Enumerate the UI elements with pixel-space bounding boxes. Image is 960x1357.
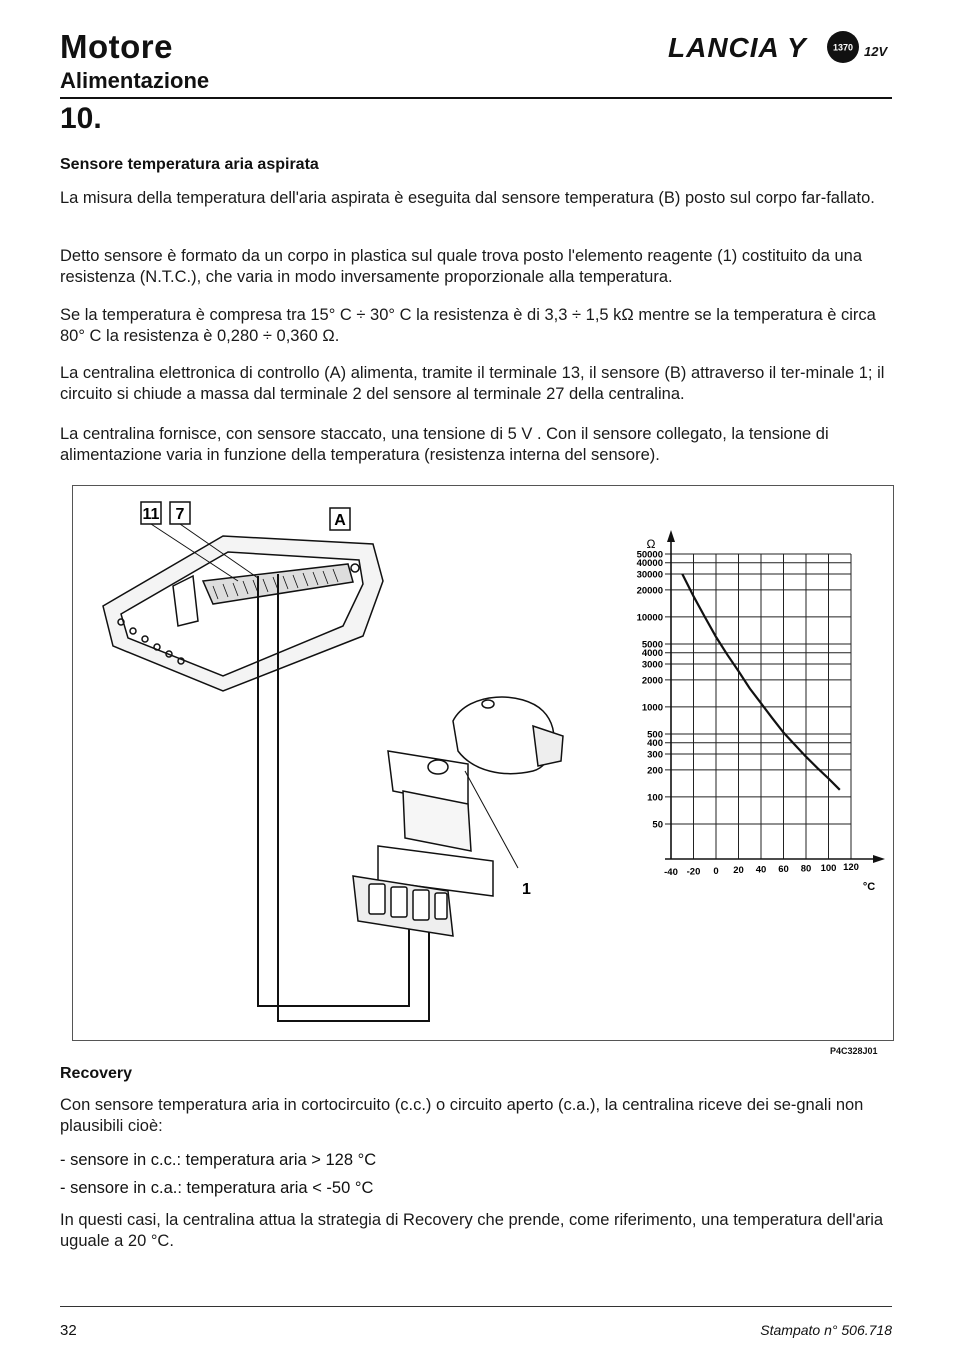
x-tick-label: 60 <box>778 864 789 875</box>
callout-a <box>330 508 350 530</box>
y-tick-label: 20000 <box>636 585 663 597</box>
y-tick-label: 50 <box>652 819 663 831</box>
air-temperature-sensor <box>353 697 563 936</box>
x-tick-label: 120 <box>843 862 859 874</box>
y-tick-label: 200 <box>647 765 663 777</box>
callout-11 <box>141 502 161 524</box>
paragraph <box>60 188 900 209</box>
callout-7-label: 7 <box>175 506 185 523</box>
header-rule <box>60 97 892 99</box>
x-tick-label: 0 <box>713 865 719 877</box>
paragraph-text: Detto sensore è formato da un corpo in plastica sul quale trova posto l'elemento reagente (1) costituito da una resistenza (N.T.C.), che varia in modo inversamente proporzionale alla temperatura. <box>60 247 863 286</box>
ecu-illustration <box>103 536 383 691</box>
ntc-resistance-chart <box>637 530 885 893</box>
callout-a-label: A <box>334 512 346 529</box>
y-axis-arrow <box>667 530 675 542</box>
wiring-diagram <box>73 486 893 1040</box>
callout-1-label: 1 <box>522 881 531 898</box>
y-tick-label: 5000 <box>641 639 663 651</box>
y-tick-label: 40000 <box>636 558 663 570</box>
paragraph-text: La centralina fornisce, con sensore staccato, una tensione di 5 V . Con il sensore collegato, la tensione di alimentazione varia in funzione della temperatura (resistenza interna del sensore). <box>60 425 829 464</box>
y-tick-label: 3000 <box>641 659 663 671</box>
paragraph-text: La centralina elettronica di controllo (A) alimenta, tramite il terminale 13, il sensore (B) attraverso il ter-minale 1; il circuito si chiude a massa dal terminale 2 del sensore al terminale 27 della centralina. <box>60 364 885 403</box>
footer-rule <box>60 1306 892 1307</box>
paragraph <box>60 424 900 466</box>
recovery-heading: Recovery <box>60 1065 133 1082</box>
section-number: 10. <box>60 102 102 135</box>
paragraph <box>60 305 900 347</box>
y-tick-label: 50000 <box>636 549 663 561</box>
badge-suffix: 12V <box>864 44 888 59</box>
x-axis-arrow <box>873 855 885 863</box>
recovery-intro <box>60 1095 900 1137</box>
recovery-bullet: - sensore in c.a.: temperatura aria < -50 °C <box>60 1179 374 1197</box>
x-tick-label: 20 <box>733 865 744 877</box>
engine-badge-icon <box>826 30 860 64</box>
figure-code: P4C328J01 <box>830 1046 878 1056</box>
y-tick-label: 400 <box>647 738 663 750</box>
badge-number: 1370 <box>832 42 854 53</box>
y-tick-label: 10000 <box>636 612 663 624</box>
element-leader-line <box>465 771 518 868</box>
y-axis-label: Ω <box>646 537 656 551</box>
y-tick-label: 1000 <box>641 702 663 714</box>
section-heading: Sensore temperatura aria aspirata <box>60 156 319 173</box>
x-tick-label: -40 <box>664 867 678 878</box>
recovery-outro <box>60 1210 900 1252</box>
brand-name: LANCIA Y <box>668 32 807 63</box>
y-tick-label: 4000 <box>641 648 663 660</box>
x-tick-label: -20 <box>686 866 701 878</box>
callout-7 <box>170 502 190 524</box>
page-title: Motore <box>60 28 173 65</box>
y-tick-label: 500 <box>647 729 663 741</box>
y-tick-label: 100 <box>647 792 663 804</box>
page-number: 32 <box>60 1322 77 1339</box>
recovery-bullet: - sensore in c.c.: temperatura aria > 128 °C <box>60 1151 377 1169</box>
figure-frame <box>72 485 894 1041</box>
callout-11-label: 11 <box>142 506 160 523</box>
y-tick-label: 300 <box>647 749 663 761</box>
paragraph-text: In questi casi, la centralina attua la strategia di Recovery che prende, come riferimento, una temperatura dell'aria uguale a 20 °C. <box>60 1211 884 1250</box>
y-tick-label: 30000 <box>636 569 663 581</box>
page-subtitle: Alimentazione <box>60 68 210 93</box>
printed-number: Stampato n° 506.718 <box>760 1322 892 1338</box>
x-tick-label: 100 <box>820 862 837 874</box>
paragraph <box>60 246 900 288</box>
paragraph-text: Con sensore temperatura aria in cortocircuito (c.c.) o circuito aperto (c.a.), la centralina riceve dei se-gnali non plausibili cioè: <box>60 1096 864 1135</box>
x-tick-label: 80 <box>800 863 812 875</box>
x-axis-label: °C <box>862 881 876 893</box>
paragraph-text: La misura della temperatura dell'aria aspirata è eseguita dal sensore temperatura (B) posto sul corpo far-fallato. <box>60 189 875 207</box>
x-tick-label: 40 <box>755 864 767 876</box>
paragraph <box>60 363 900 405</box>
y-tick-label: 2000 <box>641 675 663 687</box>
paragraph-text: Se la temperatura è compresa tra 15° C ÷ 30° C la resistenza è di 3,3 ÷ 1,5 kΩ mentre se la temperatura è circa 80° C la resistenza è 0,280 ÷ 0,360 Ω. <box>60 306 876 345</box>
